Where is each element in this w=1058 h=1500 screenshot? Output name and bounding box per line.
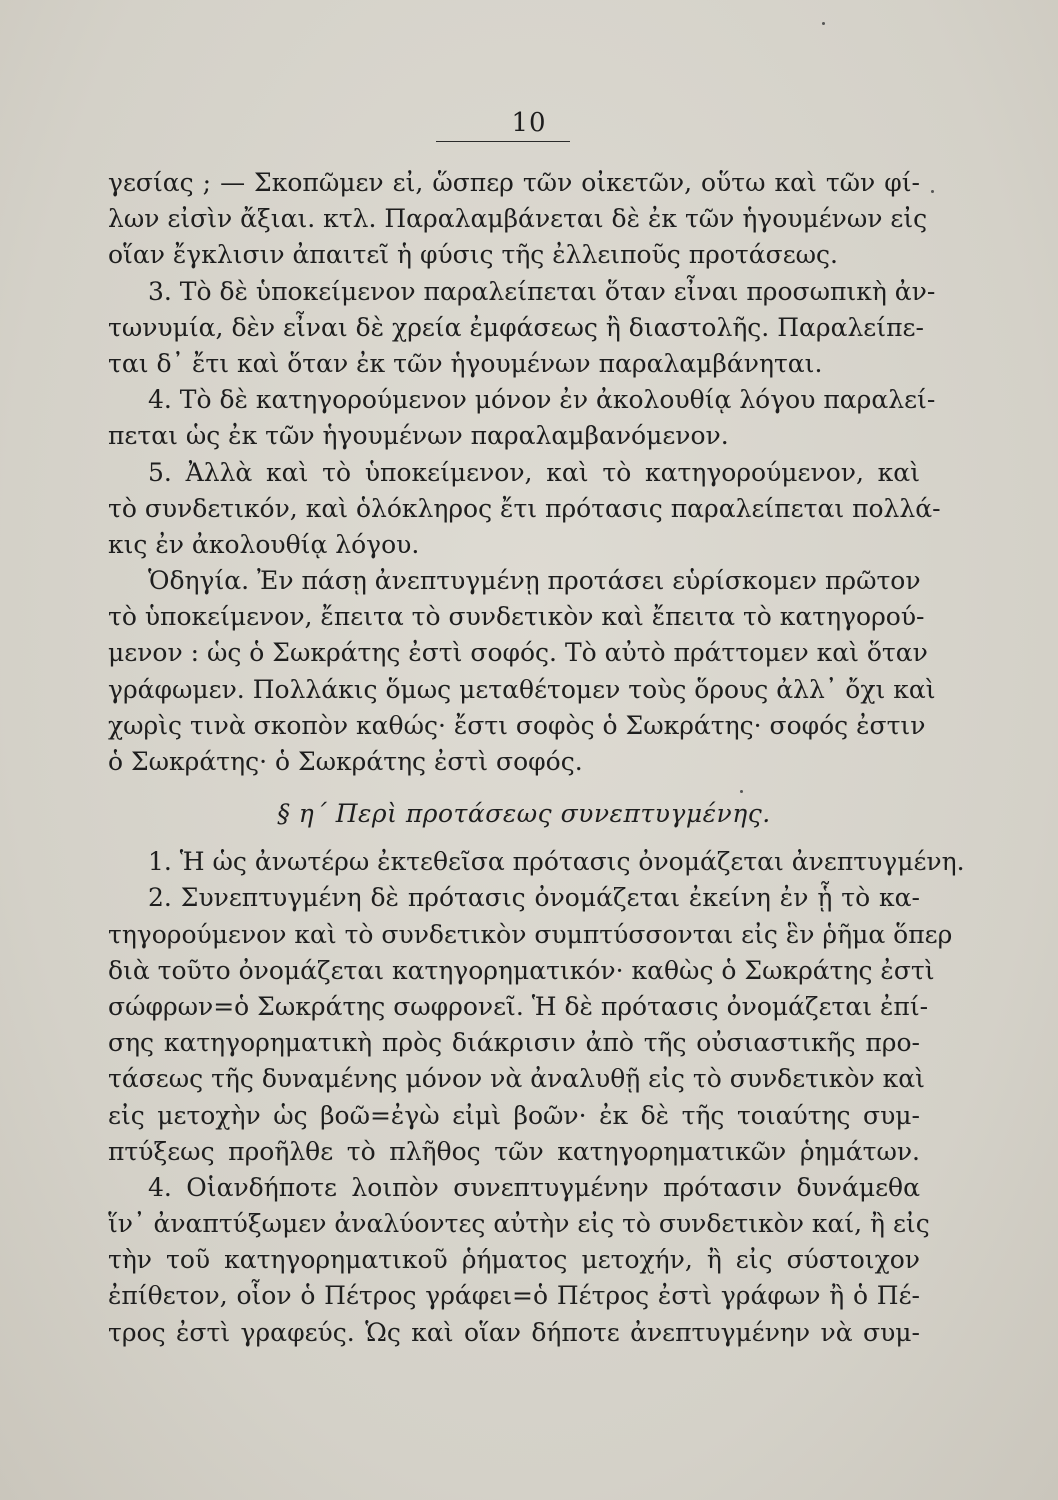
text-line: γεσίας ; — Σκοπῶμεν εἰ, ὥσπερ τῶν οἰκετῶν, οὕτω καὶ τῶν φί- bbox=[108, 168, 920, 197]
text-line: 4. Τὸ δὲ κατηγορούμενον μόνον ἐν ἀκολουθίᾳ λόγου παραλεί- bbox=[148, 385, 936, 415]
text-line: εἰς μετοχὴν ὡς βοῶ=ἐγὼ εἰμὶ βοῶν· ἐκ δὲ τῆς τοιαύτης συμ- bbox=[108, 1100, 920, 1130]
text-line: τὸ συνδετικόν, καὶ ὁλόκληρος ἔτι πρότασις παραλείπεται πολλά- bbox=[108, 493, 941, 523]
text-block-after-heading bbox=[108, 844, 965, 1351]
text-line: σώφρων=ὁ Σωκράτης σωφρονεῖ. Ἡ δὲ πρότασις ὀνομάζεται ἐπί- bbox=[108, 991, 929, 1021]
text-line: σης κατηγορηματικὴ πρὸς διάκρισιν ἀπὸ τῆς οὐσιαστικῆς προ- bbox=[108, 1028, 920, 1058]
text-line: 4. Οἱανδήποτε λοιπὸν συνεπτυγμένην πρότασιν δυνάμεθα bbox=[148, 1172, 920, 1202]
text-block-before-heading bbox=[108, 165, 941, 780]
text-line: τὴν τοῦ κατηγορηματικοῦ ῥήματος μετοχήν, ἢ εἰς σύστοιχον bbox=[108, 1245, 920, 1275]
text-line: τωνυμία, δὲν εἶναι δὲ χρεία ἐμφάσεως ἢ διαστολῆς. Παραλείπε- bbox=[108, 312, 924, 342]
text-line: 1. Ἡ ὡς ἀνωτέρω ἐκτεθεῖσα πρότασις ὀνομάζεται ἀνεπτυγμένη. bbox=[148, 847, 965, 877]
text-line: ται δ᾽ ἔτι καὶ ὅταν ἐκ τῶν ἡγουμένων παραλαμβάνηται. bbox=[108, 348, 823, 378]
text-line: ὁ Σωκράτης· ὁ Σωκράτης ἐστὶ σοφός. bbox=[108, 747, 583, 776]
text-line: κις ἐν ἀκολουθίᾳ λόγου. bbox=[108, 529, 420, 559]
text-line: οἵαν ἔγκλισιν ἀπαιτεῖ ἡ φύσις τῆς ἐλλειποῦς προτάσεως. bbox=[108, 240, 838, 270]
text-line: λων εἰσὶν ἄξιαι. κτλ. Παραλαμβάνεται δὲ ἐκ τῶν ἡγουμένων εἰς bbox=[108, 204, 928, 234]
paper-speck bbox=[740, 790, 743, 793]
paper-speck bbox=[931, 190, 934, 193]
section-heading: § η΄ Περὶ προτάσεως συνεπτυγμένης. bbox=[277, 799, 771, 829]
text-line: χωρὶς τινὰ σκοπὸν καθώς· ἔστι σοφὸς ὁ Σωκράτης· σοφός ἐστιν bbox=[108, 710, 926, 740]
text-line: ἵν᾽ ἀναπτύξωμεν ἀναλύοντες αὐτὴν εἰς τὸ συνδετικὸν καί, ἢ εἰς bbox=[108, 1209, 930, 1239]
text-line: πεται ὡς ἐκ τῶν ἡγουμένων παραλαμβανόμενον. bbox=[108, 421, 729, 451]
page-number: 10 bbox=[511, 108, 547, 138]
text-line: μενον : ὡς ὁ Σωκράτης ἐστὶ σοφός. Τὸ αὐτὸ πράττομεν καὶ ὅταν bbox=[108, 638, 928, 668]
text-line: τρος ἐστὶ γραφεύς. Ὡς καὶ οἵαν δήποτε ἀνεπτυγμένην νὰ συμ- bbox=[108, 1317, 920, 1347]
text-line: τὸ ὑποκείμενον, ἔπειτα τὸ συνδετικὸν καὶ ἔπειτα τὸ κατηγορού- bbox=[108, 602, 925, 632]
text-line: τηγορούμενον καὶ τὸ συνδετικὸν συμπτύσσονται εἰς ἓν ῥῆμα ὅπερ bbox=[108, 919, 953, 949]
header-rule bbox=[436, 141, 570, 142]
text-line: πτύξεως προῆλθε τὸ πλῆθος τῶν κατηγορηματικῶν ῥημάτων. bbox=[108, 1136, 920, 1166]
text-line: 5. Ἀλλὰ καὶ τὸ ὑποκείμενον, καὶ τὸ κατηγορούμενον, καὶ bbox=[148, 457, 920, 487]
text-line: 2. Συνεπτυγμένη δὲ πρότασις ὀνομάζεται ἐκείνη ἐν ᾗ τὸ κα- bbox=[148, 883, 920, 913]
text-line: 3. Τὸ δὲ ὑποκείμενον παραλείπεται ὅταν εἶναι προσωπικὴ ἀν- bbox=[148, 276, 936, 306]
paper-speck bbox=[822, 22, 825, 25]
text-line: διὰ τοῦτο ὀνομάζεται κατηγορηματικόν· καθὼς ὁ Σωκράτης ἐστὶ bbox=[108, 955, 935, 985]
text-line: ἐπίθετον, οἷον ὁ Πέτρος γράφει=ὁ Πέτρος ἐστὶ γράφων ἢ ὁ Πέ- bbox=[108, 1281, 920, 1311]
text-line: Ὁδηγία. Ἐν πάσῃ ἀνεπτυγμένῃ προτάσει εὑρίσκομεν πρῶτον bbox=[148, 566, 921, 596]
text-line: γράφωμεν. Πολλάκις ὅμως μεταθέτομεν τοὺς ὅρους ἀλλ᾽ ὄχι καὶ bbox=[108, 674, 936, 704]
text-line: τάσεως τῆς δυναμένης μόνον νὰ ἀναλυθῇ εἰς τὸ συνδετικὸν καὶ bbox=[108, 1064, 925, 1094]
body-text bbox=[108, 165, 965, 1351]
